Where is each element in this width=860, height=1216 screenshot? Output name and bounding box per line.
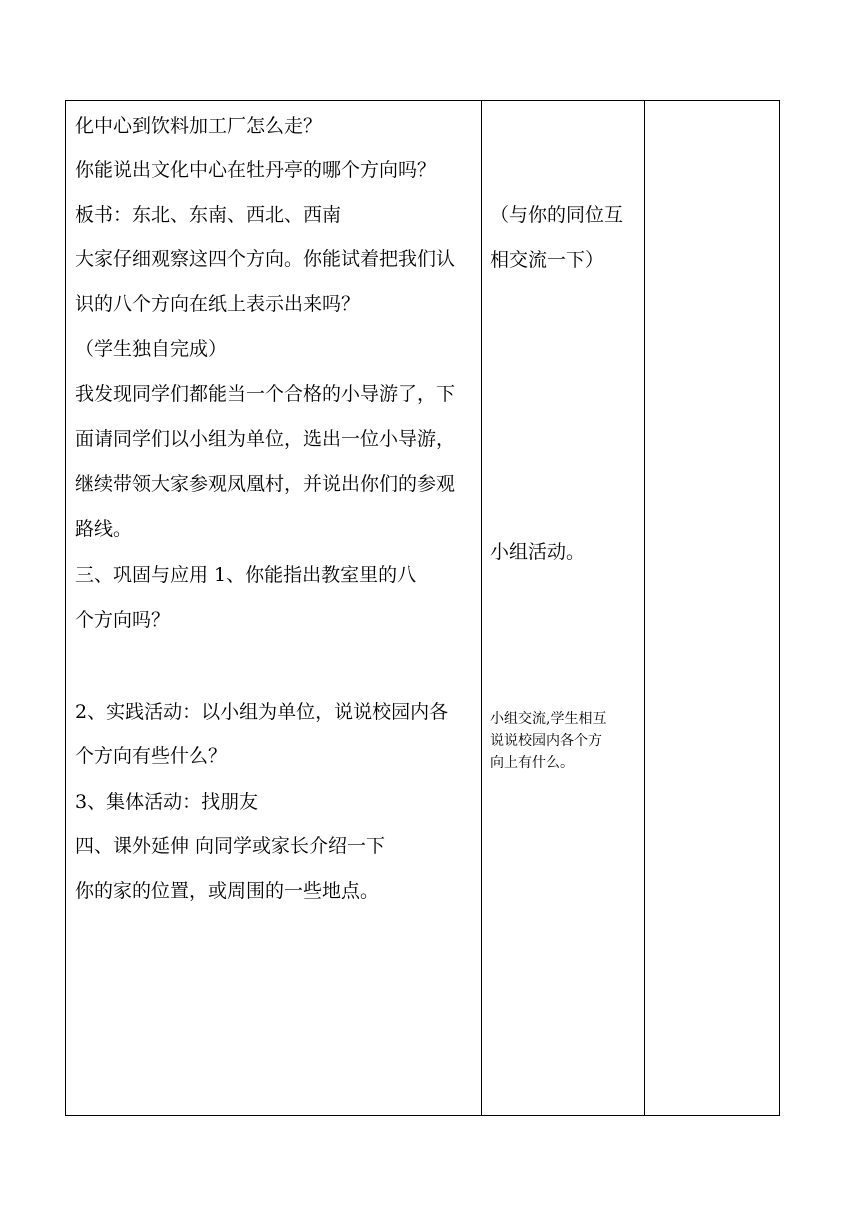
group-exchange-line: 向上有什么。	[490, 755, 574, 771]
text-line: （学生独自完成）	[75, 338, 228, 360]
text-line: 大家仔细观察这四个方向。你能试着把我们认	[75, 248, 456, 270]
text-line: 四、课外延伸 向同学或家长介绍一下	[75, 835, 386, 857]
group-exchange-line: 小组交流,学生相互	[490, 711, 607, 727]
text-line: 我发现同学们都能当一个合格的小导游了，下	[75, 383, 456, 405]
text-line: 你能说出文化中心在牡丹亭的哪个方向吗？	[75, 159, 437, 181]
text-line: 2、实践活动：以小组为单位，说说校园内各	[75, 701, 449, 723]
text-line: 板书：东北、东南、西北、西南	[75, 204, 342, 226]
column-divider-right	[644, 101, 645, 1115]
text-line: 面请同学们以小组为单位，选出一位小导游，	[75, 428, 456, 450]
text-line: 化中心到饮料加工厂怎么走？	[75, 115, 323, 137]
group-exchange-line: 说说校园内各个方	[490, 733, 602, 749]
text-line: 3、集体活动：找朋友	[75, 791, 259, 813]
text-line: 继续带领大家参观凤凰村，并说出你们的参观	[75, 473, 456, 495]
column-divider-left	[481, 101, 482, 1115]
text-line: 识的八个方向在纸上表示出来吗？	[75, 293, 361, 315]
text-line: 你的家的位置，或周围的一些地点。	[75, 880, 380, 902]
text-line: 个方向有些什么？	[75, 745, 228, 767]
pair-note-line: 相交流一下）	[490, 249, 605, 271]
lesson-plan-table	[65, 100, 780, 1116]
group-activity-note: 小组活动。	[490, 541, 586, 563]
text-line: 路线。	[75, 518, 133, 540]
text-line: 个方向吗？	[75, 609, 171, 631]
text-line: 三、巩固与应用 1、你能指出教室里的八	[75, 564, 417, 586]
pair-note-line: （与你的同位互	[490, 204, 624, 226]
